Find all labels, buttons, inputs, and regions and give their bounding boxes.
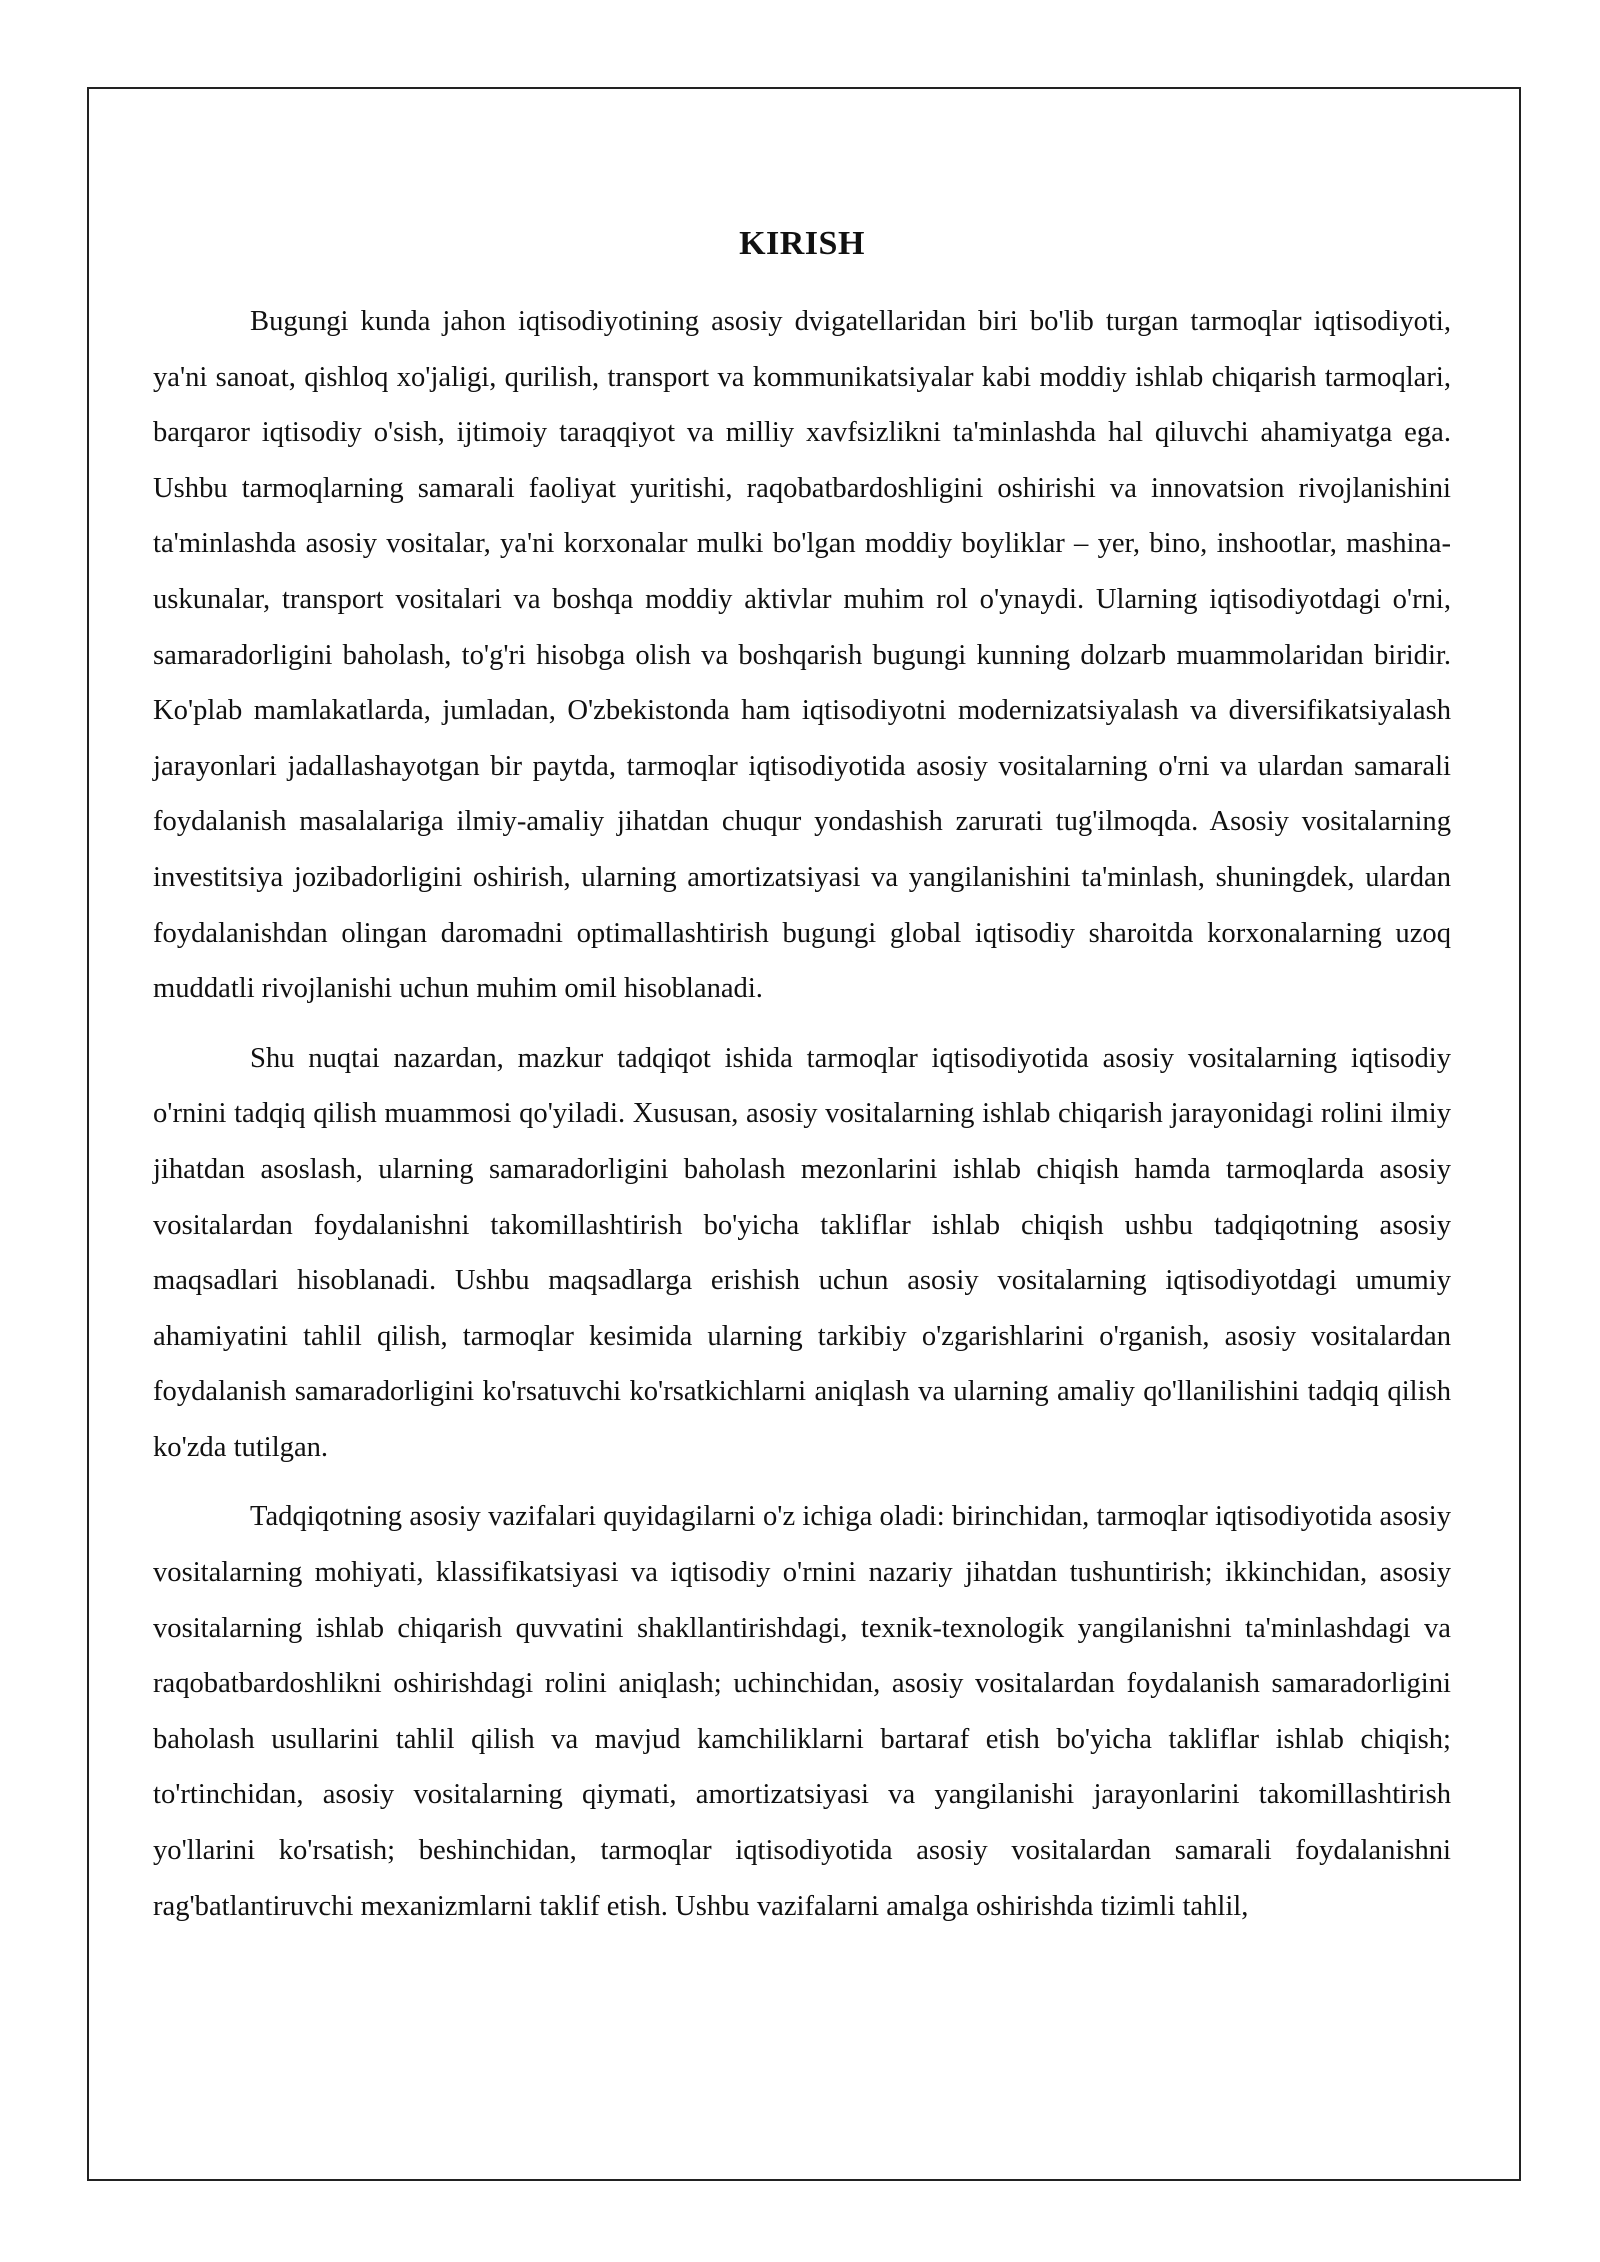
document-title: KIRISH <box>739 225 865 262</box>
paragraph-research-problem: Shu nuqtai nazardan, mazkur tadqiqot ishida tarmoqlar iqtisodiyotida asosiy vositalarning iqtisodiy o'rnini tadqiq qilish muammosi qo'yiladi. Xususan, asosiy vositalarning ishlab chiqarish jarayonidagi rolini ilmiy jihatdan asoslash, ularning samaradorligini baholash mezonlarini ishlab chiqish hamda tarmoqlarda asosiy vositalardan foydalanishni takomillashtirish bo'yicha takliflar ishlab chiqish ushbu tadqiqotning asosiy maqsadlari hisoblanadi. Ushbu maqsadlarga erishish uchun asosiy vositalarning iqtisodiyotdagi umumiy ahamiyatini tahlil qilish, tarmoqlar kesimida ularning tarkibiy o'zgarishlarini o'rganish, asosiy vositalardan foydalanish samaradorligini ko'rsatuvchi ko'rsatkichlarni aniqlash va ularning amaliy qo'llanilishini tadqiq qilish ko'zda tutilgan. <box>153 1042 1451 1463</box>
paragraph-intro: Bugungi kunda jahon iqtisodiyotining asosiy dvigatellaridan biri bo'lib turgan tarmoqlar iqtisodiyoti, ya'ni sanoat, qishloq xo'jaligi, qurilish, transport va kommunikatsiyalar kabi moddiy ishlab chiqarish tarmoqlari, barqaror iqtisodiy o'sish, ijtimoiy taraqqiyot va milliy xavfsizlikni ta'minlashda hal qiluvchi ahamiyatga ega. Ushbu tarmoqlarning samarali faoliyat yuritishi, raqobatbardoshligini oshirishi va innovatsion rivojlanishini ta'minlashda asosiy vositalar, ya'ni korxonalar mulki bo'lgan moddiy boyliklar – yer, bino, inshootlar, mashina-uskunalar, transport vositalari va boshqa moddiy aktivlar muhim rol o'ynaydi. Ularning iqtisodiyotdagi o'rni, samaradorligini baholash, to'g'ri hisobga olish va boshqarish bugungi kunning dolzarb muammolaridan biridir. Ko'plab mamlakatlarda, jumladan, O'zbekistonda ham iqtisodiyotni modernizatsiyalash va diversifikatsiyalash jarayonlari jadallashayotgan bir paytda, tarmoqlar iqtisodiyotida asosiy vositalarning o'rni va ulardan samarali foydalanish masalalariga ilmiy-amaliy jihatdan chuqur yondashish zarurati tug'ilmoqda. Asosiy vositalarning investitsiya jozibadorligini oshirish, ularning amortizatsiyasi va yangilanishini ta'minlash, shuningdek, ulardan foydalanishdan olingan daromadni optimallashtirish bugungi global iqtisodiy sharoitda korxonalarning uzoq muddatli rivojlanishi uchun muhim omil hisoblanadi. <box>153 306 1451 1005</box>
document-body <box>153 220 1451 1948</box>
paragraph-research-tasks: Tadqiqotning asosiy vazifalari quyidagilarni o'z ichiga oladi: birinchidan, tarmoqlar iqtisodiyotida asosiy vositalarning mohiyati, klassifikatsiyasi va iqtisodiy o'rnini nazariy jihatdan tushuntirish; ikkinchidan, asosiy vositalarning ishlab chiqarish quvvatini shakllantirishdagi, texnik-texnologik yangilanishni ta'minlashdagi va raqobatbardoshlikni oshirishdagi rolini aniqlash; uchinchidan, asosiy vositalardan foydalanish samaradorligini baholash usullarini tahlil qilish va mavjud kamchiliklarni bartaraf etish bo'yicha takliflar ishlab chiqish; to'rtinchidan, asosiy vositalarning qiymati, amortizatsiyasi va yangilanishi jarayonlarini takomillashtirish yo'llarini ko'rsatish; beshinchidan, tarmoqlar iqtisodiyotida asosiy vositalardan samarali foydalanishni rag'batlantiruvchi mexanizmlarni taklif etish. Ushbu vazifalarni amalga oshirishda tizimli tahlil, <box>153 1501 1451 1922</box>
